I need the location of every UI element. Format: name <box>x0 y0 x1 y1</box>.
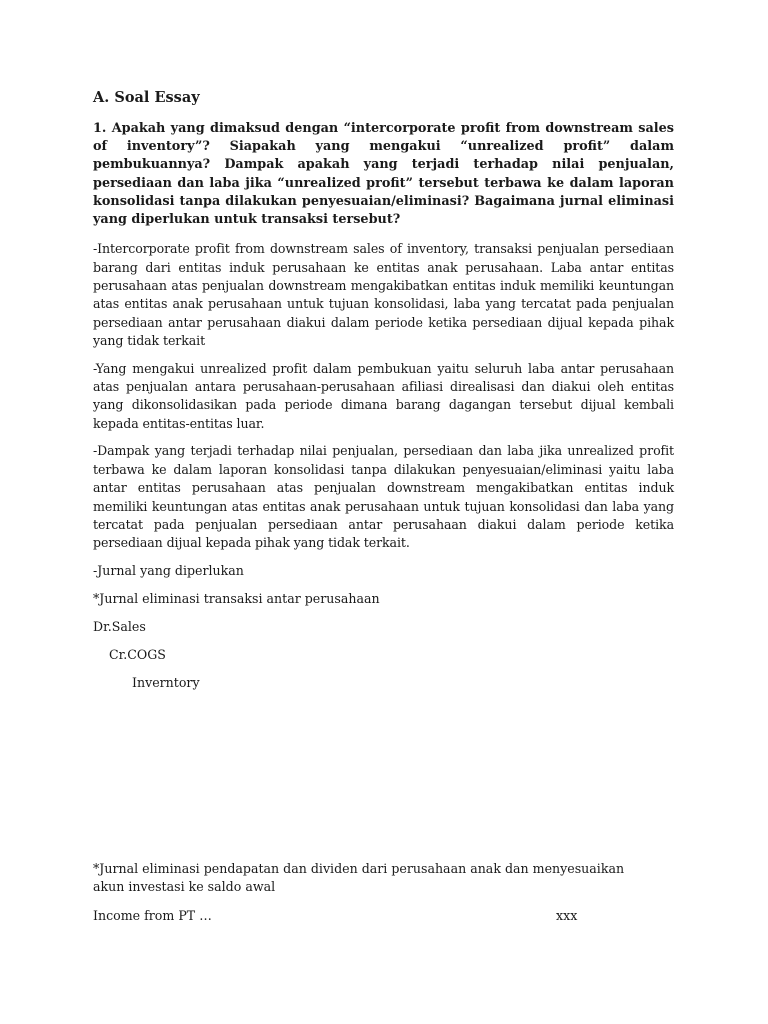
income-amount: xxx <box>556 908 578 923</box>
answer-paragraph-2: -Yang mengakui unrealized profit dalam pembukuan yaitu seluruh laba antar perusahaan atas penjualan antara perusahaan-perusahaan afiliasi direalisasi dan diakui oleh entitas yang dikonsolidasikan pada periode dimana barang dagangan tersebut dijual kembali kepada entitas-entitas luar. <box>93 360 674 431</box>
journal-credit: Cr.COGS <box>109 646 166 662</box>
elimination-title: *Jurnal eliminasi transaksi antar perusahaan <box>93 590 380 606</box>
second-elimination-title: *Jurnal eliminasi pendapatan dan dividen dari perusahaan anak dan menyesuaikan akun investasi ke saldo awal <box>93 861 625 895</box>
essay-question: 1. Apakah yang dimaksud dengan “intercorporate profit from downstream sales of inventory”? Siapakah yang mengakui “unrealized profit” dalam pembukuannya? Dampak apakah yang terjadi terhadap nilai penjualan, persediaan dan laba jika “unrealized profit” tersebut terbawa ke dalam laporan konsolidasi tanpa dilakukan penyesuaian/eliminasi? Bagaimana jurnal eliminasi yang diperlukan untuk transaksi tersebut? <box>93 121 674 228</box>
answer-paragraph-3: -Dampak yang terjadi terhadap nilai penjualan, persediaan dan laba jika unrealized profit terbawa ke dalam laporan konsolidasi tanpa dilakukan penyesuaian/eliminasi yaitu laba antar entitas perusahaan atas penjualan downstream mengakibatkan entitas induk memiliki keuntungan atas entitas anak perusahaan untuk tujuan konsolidasi dan laba yang tercatat pada penjualan persediaan antar perusahaan diakui dalam periode ketika persediaan dijual kepada pihak yang tidak terkait. <box>93 443 674 551</box>
section-title: A. Soal Essay <box>93 89 200 106</box>
income-line <box>93 907 593 925</box>
income-label: Income from PT … <box>93 908 212 923</box>
journal-debit: Dr.Sales <box>93 618 146 634</box>
journal-label: -Jurnal yang diperlukan <box>93 562 244 578</box>
answer-paragraph-1: -Intercorporate profit from downstream sales of inventory, transaksi penjualan persediaan barang dari entitas induk perusahaan ke entitas anak perusahaan. Laba antar entitas perusahaan atas penjualan downstream mengakibatkan entitas induk memiliki keuntungan atas entitas anak perusahaan untuk tujuan konsolidasi, laba yang tercatat pada penjualan persediaan antar perusahaan diakui dalam periode ketika persediaan dijual kepada pihak yang tidak terkait <box>93 241 674 349</box>
journal-inventory: Inverntory <box>132 674 200 690</box>
